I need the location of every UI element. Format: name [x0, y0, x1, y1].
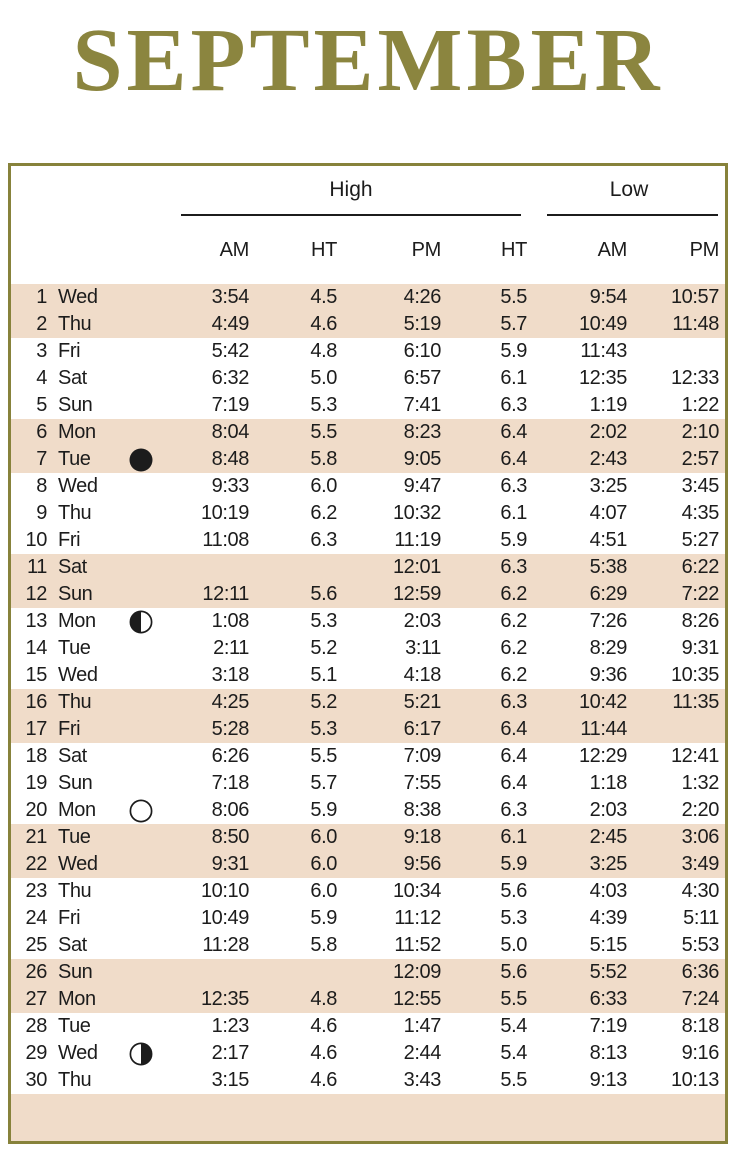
tide-row	[11, 986, 725, 1013]
low-label: Low	[609, 178, 649, 201]
low-am-time: 11:43	[580, 340, 627, 362]
weekday: Mon	[58, 799, 96, 821]
high-pm-height: 5.4	[500, 1015, 527, 1037]
tide-row	[11, 716, 725, 743]
day-number: 21	[25, 826, 47, 848]
low-pm-time: 10:13	[670, 1069, 719, 1091]
weekday: Sun	[58, 394, 93, 416]
tide-row	[11, 1040, 725, 1067]
low-pm-time: 11:35	[672, 691, 719, 713]
tide-row	[11, 662, 725, 689]
low-am-time: 4:03	[589, 880, 627, 902]
day-number: 4	[36, 367, 47, 389]
high-pm-time: 12:09	[392, 961, 441, 983]
low-group-header	[533, 178, 725, 216]
high-pm-time: 11:19	[394, 529, 441, 551]
moon-cell	[113, 447, 169, 473]
tide-row	[11, 338, 725, 365]
tide-row	[11, 878, 725, 905]
tide-table	[8, 163, 728, 1144]
low-am-time: 8:13	[589, 1042, 627, 1064]
weekday: Mon	[58, 421, 96, 443]
high-pm-time: 3:11	[405, 637, 441, 659]
high-am-time: 11:08	[202, 529, 249, 551]
footer-band	[11, 1094, 725, 1141]
low-pm-time: 9:16	[681, 1042, 719, 1064]
high-am-height: 5.2	[310, 637, 337, 659]
low-am-time: 9:13	[589, 1069, 627, 1091]
high-am-time: 4:25	[211, 691, 249, 713]
high-pm-time: 3:43	[403, 1069, 441, 1091]
weekday: Thu	[58, 1069, 92, 1091]
low-am-time: 4:39	[589, 907, 627, 929]
high-am-height: 5.3	[310, 394, 337, 416]
day-number: 18	[25, 745, 47, 767]
tide-row	[11, 365, 725, 392]
high-am-time: 12:35	[200, 988, 249, 1010]
weekday: Sun	[58, 772, 93, 794]
high-am-time: 6:32	[211, 367, 249, 389]
high-am-height: 6.0	[310, 853, 337, 875]
high-pm-time: 6:17	[403, 718, 441, 740]
day-number: 17	[25, 718, 47, 740]
last-quarter-icon	[128, 1041, 154, 1067]
tide-row	[11, 959, 725, 986]
low-pm-time: 1:22	[681, 394, 719, 416]
high-pm-time: 9:56	[403, 853, 441, 875]
low-am-time: 1:19	[589, 394, 627, 416]
weekday: Wed	[58, 664, 98, 686]
high-am-time: 3:18	[211, 664, 249, 686]
weekday: Thu	[58, 880, 92, 902]
low-am-time: 5:52	[589, 961, 627, 983]
high-am-time: 2:17	[211, 1042, 249, 1064]
weekday: Thu	[58, 691, 92, 713]
high-am-height: 4.6	[310, 1015, 337, 1037]
column-header-high-ht-am: HT	[310, 239, 337, 261]
high-pm-time: 9:47	[403, 475, 441, 497]
low-pm-time: 10:35	[670, 664, 719, 686]
tide-row	[11, 905, 725, 932]
column-header-low-am: AM	[597, 239, 627, 261]
table-header	[11, 166, 725, 284]
high-pm-height: 5.6	[500, 880, 527, 902]
high-pm-height: 5.5	[500, 286, 527, 308]
weekday: Sun	[58, 583, 93, 605]
weekday: Fri	[58, 529, 81, 551]
weekday: Tue	[58, 637, 91, 659]
first-quarter-icon	[128, 609, 154, 635]
low-pm-time: 2:10	[681, 421, 719, 443]
tide-row	[11, 500, 725, 527]
high-am-time: 5:28	[211, 718, 249, 740]
day-number: 8	[36, 475, 47, 497]
column-header-row	[11, 238, 725, 262]
group-header-row	[11, 166, 725, 216]
tide-row	[11, 392, 725, 419]
tide-row	[11, 311, 725, 338]
weekday: Tue	[58, 826, 91, 848]
high-am-time: 1:23	[211, 1015, 249, 1037]
day-number: 24	[25, 907, 47, 929]
day-number: 14	[25, 637, 47, 659]
weekday: Mon	[58, 610, 96, 632]
column-header-high-pm: PM	[411, 239, 441, 261]
low-am-time: 7:26	[589, 610, 627, 632]
high-am-height: 4.6	[310, 313, 337, 335]
low-am-time: 12:29	[578, 745, 627, 767]
high-pm-height: 6.1	[500, 502, 527, 524]
day-number: 3	[36, 340, 47, 362]
high-am-time: 8:50	[211, 826, 249, 848]
low-am-time: 2:43	[589, 448, 627, 470]
high-pm-time: 6:57	[403, 367, 441, 389]
high-am-time: 7:18	[211, 772, 249, 794]
high-pm-time: 7:09	[403, 745, 441, 767]
high-pm-time: 12:55	[392, 988, 441, 1010]
high-pm-height: 6.2	[500, 664, 527, 686]
low-pm-time: 1:32	[681, 772, 719, 794]
high-pm-height: 5.5	[500, 988, 527, 1010]
column-header-high-ht-pm: HT	[500, 239, 527, 261]
day-number: 5	[36, 394, 47, 416]
high-am-height: 5.5	[310, 745, 337, 767]
day-number: 29	[25, 1042, 47, 1064]
low-am-time: 10:42	[578, 691, 627, 713]
high-pm-height: 5.3	[500, 907, 527, 929]
weekday: Sat	[58, 934, 87, 956]
tide-row	[11, 1013, 725, 1040]
low-am-time: 2:02	[589, 421, 627, 443]
day-number: 20	[25, 799, 47, 821]
tide-row	[11, 554, 725, 581]
tide-row	[11, 446, 725, 473]
tide-row	[11, 608, 725, 635]
high-pm-time: 7:41	[403, 394, 441, 416]
low-pm-time: 9:31	[681, 637, 719, 659]
high-pm-height: 6.3	[500, 799, 527, 821]
low-am-time: 8:29	[589, 637, 627, 659]
low-pm-time: 4:35	[681, 502, 719, 524]
high-am-height: 5.0	[310, 367, 337, 389]
high-am-height: 5.8	[310, 934, 337, 956]
high-am-time: 5:42	[211, 340, 249, 362]
high-am-height: 5.3	[310, 610, 337, 632]
high-am-time: 3:54	[211, 286, 249, 308]
high-am-height: 6.3	[310, 529, 337, 551]
full-moon-icon	[128, 798, 154, 824]
high-group-header	[169, 178, 533, 216]
high-pm-height: 5.6	[500, 961, 527, 983]
tide-row	[11, 770, 725, 797]
day-number: 2	[36, 313, 47, 335]
tide-row	[11, 473, 725, 500]
high-pm-time: 4:18	[403, 664, 441, 686]
weekday: Tue	[58, 448, 91, 470]
low-am-time: 1:18	[589, 772, 627, 794]
tide-row	[11, 284, 725, 311]
high-pm-time: 1:47	[403, 1015, 441, 1037]
low-am-time: 9:36	[589, 664, 627, 686]
weekday: Wed	[58, 475, 98, 497]
weekday: Wed	[58, 1042, 98, 1064]
day-number: 6	[36, 421, 47, 443]
high-pm-time: 10:32	[392, 502, 441, 524]
high-pm-time: 11:12	[394, 907, 441, 929]
day-number: 13	[25, 610, 47, 632]
high-am-height: 5.6	[310, 583, 337, 605]
low-am-time: 4:07	[589, 502, 627, 524]
high-pm-height: 6.4	[500, 448, 527, 470]
weekday: Sun	[58, 961, 93, 983]
high-pm-time: 11:52	[394, 934, 441, 956]
high-pm-time: 6:10	[403, 340, 441, 362]
high-pm-time: 8:38	[403, 799, 441, 821]
high-pm-time: 9:05	[403, 448, 441, 470]
low-pm-time: 3:45	[681, 475, 719, 497]
low-am-time: 10:49	[578, 313, 627, 335]
day-number: 23	[25, 880, 47, 902]
tide-row	[11, 581, 725, 608]
low-am-time: 2:03	[589, 799, 627, 821]
high-am-height: 5.9	[310, 907, 337, 929]
tide-row	[11, 1067, 725, 1094]
low-am-time: 5:38	[589, 556, 627, 578]
low-underline	[547, 214, 718, 216]
high-pm-height: 5.4	[500, 1042, 527, 1064]
day-number: 7	[36, 448, 47, 470]
high-pm-time: 2:44	[403, 1042, 441, 1064]
low-am-time: 12:35	[578, 367, 627, 389]
high-am-height: 4.6	[310, 1069, 337, 1091]
high-am-height: 6.0	[310, 880, 337, 902]
high-pm-height: 5.9	[500, 853, 527, 875]
weekday: Wed	[58, 853, 98, 875]
weekday: Thu	[58, 502, 92, 524]
high-am-height: 5.1	[310, 664, 337, 686]
weekday: Fri	[58, 907, 81, 929]
low-am-time: 11:44	[580, 718, 627, 740]
high-am-time: 4:49	[211, 313, 249, 335]
high-pm-height: 6.3	[500, 691, 527, 713]
low-pm-time: 6:36	[681, 961, 719, 983]
tide-row	[11, 419, 725, 446]
high-am-height: 4.8	[310, 340, 337, 362]
high-pm-height: 6.2	[500, 637, 527, 659]
high-pm-height: 6.3	[500, 475, 527, 497]
high-am-height: 6.2	[310, 502, 337, 524]
day-number: 30	[25, 1069, 47, 1091]
day-number: 9	[36, 502, 47, 524]
high-pm-time: 10:34	[392, 880, 441, 902]
weekday: Sat	[58, 556, 87, 578]
high-am-height: 5.2	[310, 691, 337, 713]
high-pm-height: 5.5	[500, 1069, 527, 1091]
weekday: Fri	[58, 340, 81, 362]
month-title: SEPTEMBER	[72, 11, 664, 110]
high-am-height: 4.6	[310, 1042, 337, 1064]
high-am-time: 11:28	[202, 934, 249, 956]
high-pm-height: 5.7	[500, 313, 527, 335]
table-body	[11, 284, 725, 1094]
high-pm-height: 6.4	[500, 421, 527, 443]
high-pm-height: 6.2	[500, 583, 527, 605]
high-am-height: 5.7	[310, 772, 337, 794]
high-am-height: 4.8	[310, 988, 337, 1010]
column-header-high-am: AM	[219, 239, 249, 261]
low-am-time: 3:25	[589, 853, 627, 875]
high-am-height: 6.0	[310, 826, 337, 848]
high-underline	[181, 214, 521, 216]
tide-row	[11, 743, 725, 770]
low-pm-time: 5:11	[683, 907, 719, 929]
day-number: 28	[25, 1015, 47, 1037]
high-pm-height: 6.4	[500, 718, 527, 740]
day-number: 12	[25, 583, 47, 605]
moon-cell	[113, 798, 169, 824]
high-am-time: 12:11	[202, 583, 249, 605]
low-pm-time: 3:06	[681, 826, 719, 848]
high-am-time: 3:15	[211, 1069, 249, 1091]
low-pm-time: 3:49	[681, 853, 719, 875]
high-am-height: 6.0	[310, 475, 337, 497]
moon-cell	[113, 609, 169, 635]
weekday: Thu	[58, 313, 92, 335]
low-pm-time: 7:22	[681, 583, 719, 605]
low-pm-time: 5:27	[681, 529, 719, 551]
day-number: 26	[25, 961, 47, 983]
high-pm-height: 6.3	[500, 556, 527, 578]
day-number: 27	[25, 988, 47, 1010]
high-am-time: 7:19	[211, 394, 249, 416]
weekday: Wed	[58, 286, 98, 308]
low-pm-time: 5:53	[681, 934, 719, 956]
tide-row	[11, 932, 725, 959]
day-number: 25	[25, 934, 47, 956]
tide-row	[11, 824, 725, 851]
day-number: 16	[25, 691, 47, 713]
low-pm-time: 6:22	[681, 556, 719, 578]
tide-row	[11, 635, 725, 662]
high-pm-time: 12:59	[392, 583, 441, 605]
high-am-time: 2:11	[213, 637, 249, 659]
high-pm-height: 6.3	[500, 394, 527, 416]
high-pm-time: 12:01	[392, 556, 441, 578]
high-am-time: 9:31	[211, 853, 249, 875]
low-pm-time: 11:48	[672, 313, 719, 335]
low-pm-time: 8:26	[681, 610, 719, 632]
high-pm-height: 5.9	[500, 529, 527, 551]
high-am-height: 5.8	[310, 448, 337, 470]
high-am-time: 6:26	[211, 745, 249, 767]
tide-row	[11, 797, 725, 824]
weekday: Sat	[58, 367, 87, 389]
low-am-time: 6:29	[589, 583, 627, 605]
day-number: 15	[25, 664, 47, 686]
high-pm-height: 5.9	[500, 340, 527, 362]
high-am-height: 5.3	[310, 718, 337, 740]
high-pm-height: 5.0	[500, 934, 527, 956]
tide-row	[11, 851, 725, 878]
day-number: 10	[25, 529, 47, 551]
weekday: Sat	[58, 745, 87, 767]
high-label: High	[329, 178, 373, 201]
low-pm-time: 12:41	[670, 745, 719, 767]
high-pm-time: 8:23	[403, 421, 441, 443]
weekday: Mon	[58, 988, 96, 1010]
high-am-time: 8:04	[211, 421, 249, 443]
high-am-time: 8:06	[211, 799, 249, 821]
high-am-time: 9:33	[211, 475, 249, 497]
low-pm-time: 7:24	[681, 988, 719, 1010]
column-header-low-pm: PM	[689, 239, 719, 261]
low-am-time: 9:54	[589, 286, 627, 308]
high-pm-height: 6.4	[500, 745, 527, 767]
high-am-time: 1:08	[211, 610, 249, 632]
high-pm-time: 5:21	[403, 691, 441, 713]
high-am-height: 5.5	[310, 421, 337, 443]
low-pm-time: 4:30	[681, 880, 719, 902]
low-pm-time: 8:18	[681, 1015, 719, 1037]
low-am-time: 3:25	[589, 475, 627, 497]
low-am-time: 5:15	[589, 934, 627, 956]
day-number: 1	[36, 286, 47, 308]
day-number: 11	[27, 556, 47, 578]
high-pm-height: 6.1	[500, 367, 527, 389]
high-pm-time: 7:55	[403, 772, 441, 794]
high-am-time: 10:10	[200, 880, 249, 902]
high-pm-height: 6.2	[500, 610, 527, 632]
tide-row	[11, 527, 725, 554]
high-am-time: 10:49	[200, 907, 249, 929]
low-am-time: 7:19	[589, 1015, 627, 1037]
new-moon-icon	[128, 447, 154, 473]
high-pm-time: 2:03	[403, 610, 441, 632]
low-pm-time: 2:57	[681, 448, 719, 470]
high-pm-height: 6.4	[500, 772, 527, 794]
low-pm-time: 12:33	[670, 367, 719, 389]
low-am-time: 6:33	[589, 988, 627, 1010]
low-pm-time: 10:57	[670, 286, 719, 308]
high-am-height: 5.9	[310, 799, 337, 821]
day-number: 19	[25, 772, 47, 794]
high-pm-height: 6.1	[500, 826, 527, 848]
high-pm-time: 4:26	[403, 286, 441, 308]
low-am-time: 4:51	[589, 529, 627, 551]
high-pm-time: 9:18	[403, 826, 441, 848]
high-am-height: 4.5	[310, 286, 337, 308]
low-am-time: 2:45	[589, 826, 627, 848]
weekday: Fri	[58, 718, 81, 740]
high-am-time: 10:19	[200, 502, 249, 524]
day-number: 22	[25, 853, 47, 875]
high-am-time: 8:48	[211, 448, 249, 470]
tide-row	[11, 689, 725, 716]
high-pm-time: 5:19	[403, 313, 441, 335]
low-pm-time: 2:20	[681, 799, 719, 821]
weekday: Tue	[58, 1015, 91, 1037]
moon-cell	[113, 1041, 169, 1067]
